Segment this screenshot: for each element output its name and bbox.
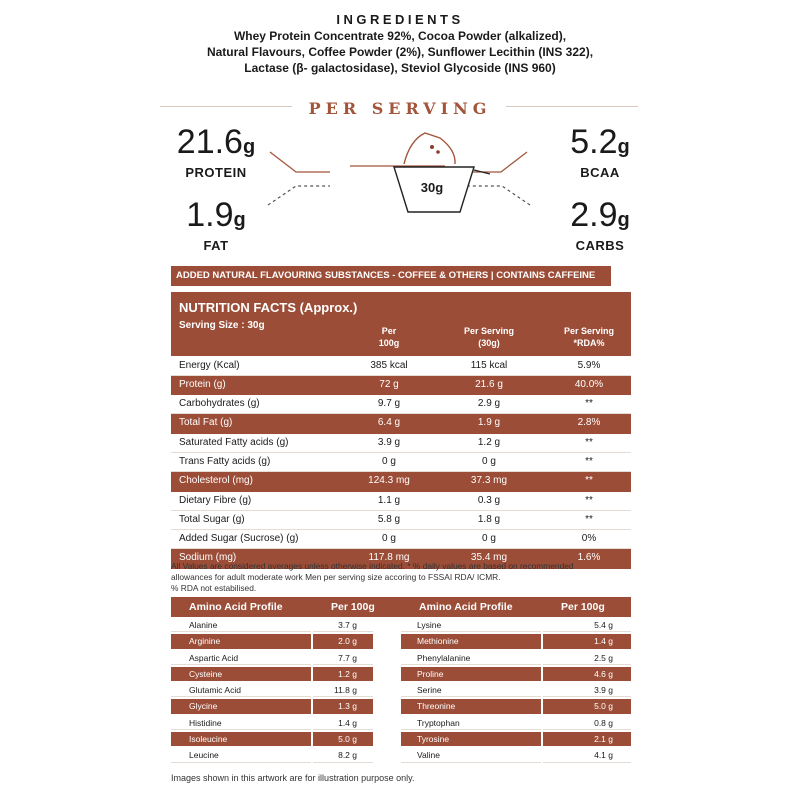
- table-row: [171, 617, 631, 633]
- table-cell: 5.4 g: [543, 618, 631, 632]
- nutrition-facts-table: [171, 292, 631, 569]
- table-cell: Arginine: [171, 634, 311, 648]
- table-row: [171, 715, 631, 731]
- nutrition-footnote: [171, 561, 631, 594]
- table-row: [171, 747, 631, 763]
- ingredients-line-3: Lactase (β- galactosidase), Steviol Glycoside (INS 960): [244, 61, 556, 75]
- table-cell: 0 g: [382, 455, 396, 467]
- macro-carbs: [550, 197, 650, 253]
- table-cell: 5.0 g: [313, 732, 373, 746]
- per-serving-title: PER SERVING: [308, 99, 492, 118]
- table-cell: Glycine: [171, 699, 311, 713]
- col-per-100g: [349, 325, 429, 349]
- table-cell: 5.8 g: [377, 513, 401, 525]
- table-cell: Total Fat (g): [179, 417, 233, 429]
- protein-label: PROTEIN: [185, 165, 247, 180]
- table-cell: Tyrosine: [401, 732, 541, 746]
- table-row: [171, 453, 631, 472]
- table-cell: 1.6%: [577, 552, 601, 564]
- table-cell: 3.7 g: [313, 618, 373, 632]
- protein-unit: g: [242, 136, 256, 158]
- table-cell: 1.1 g: [377, 494, 401, 506]
- table-cell: Methionine: [401, 634, 541, 648]
- table-cell: Tryptophan: [401, 716, 541, 730]
- table-cell: 0.8 g: [543, 716, 631, 730]
- nutrition-title: NUTRITION FACTS (Approx.): [179, 300, 358, 315]
- illustration-disclaimer: Images shown in this artwork are for illustration purpose only.: [171, 773, 415, 783]
- table-cell: 8.2 g: [313, 748, 373, 762]
- amino-header: [171, 597, 631, 617]
- powder-mound: [404, 133, 455, 164]
- table-cell: Dietary Fibre (g): [179, 494, 252, 506]
- table-cell: 1.3 g: [313, 699, 373, 713]
- table-cell: **: [585, 398, 593, 410]
- table-cell: 4.1 g: [543, 748, 631, 762]
- table-cell: 1.4 g: [313, 716, 373, 730]
- carbs-label: CARBS: [575, 238, 625, 253]
- connector-carbs: [467, 186, 530, 205]
- table-cell: 72 g: [379, 378, 399, 390]
- col-rda-line1: Per Serving: [563, 326, 615, 336]
- table-cell: 21.6 g: [475, 378, 503, 390]
- table-cell: 3.9 g: [543, 683, 631, 697]
- table-cell: Isoleucine: [171, 732, 311, 746]
- table-cell: Trans Fatty acids (g): [179, 455, 271, 467]
- table-cell: 0%: [581, 533, 597, 545]
- col-per-100g-line1: Per: [381, 326, 397, 336]
- table-cell: Added Sugar (Sucrose) (g): [179, 533, 299, 545]
- nutrition-header: [171, 292, 631, 356]
- col-rda: [549, 325, 629, 349]
- table-cell: 5.9%: [577, 359, 601, 371]
- table-cell: Histidine: [171, 716, 311, 730]
- table-cell: 1.8 g: [477, 513, 501, 525]
- table-cell: Cysteine: [171, 667, 311, 681]
- table-row: [171, 698, 631, 714]
- table-cell: 11.8 g: [313, 683, 373, 697]
- table-cell: **: [585, 513, 593, 525]
- table-cell: 6.4 g: [377, 417, 401, 429]
- table-row: [171, 357, 631, 376]
- macro-bcaa: [550, 124, 650, 180]
- table-cell: 3.9 g: [377, 436, 401, 448]
- table-cell: 0.3 g: [477, 494, 501, 506]
- col-per-100g-line2: 100g: [378, 338, 400, 348]
- table-cell: Leucine: [171, 748, 311, 762]
- flavour-banner: ADDED NATURAL FLAVOURING SUBSTANCES - COFFEE & OTHERS | CONTAINS CAFFEINE: [171, 266, 611, 286]
- bcaa-label: BCAA: [580, 165, 620, 180]
- bcaa-value: 5.2: [570, 123, 618, 161]
- connector-bcaa: [467, 152, 527, 172]
- table-cell: 2.8%: [577, 417, 601, 429]
- table-cell: Carbohydrates (g): [179, 398, 260, 410]
- table-cell: **: [585, 436, 593, 448]
- carbs-value: 2.9: [570, 196, 618, 234]
- table-cell: 9.7 g: [377, 398, 401, 410]
- table-cell: 2.1 g: [543, 732, 631, 746]
- table-cell: Protein (g): [179, 378, 226, 390]
- table-cell: Lysine: [401, 618, 541, 632]
- table-row: [171, 395, 631, 414]
- table-cell: 1.2 g: [313, 667, 373, 681]
- table-cell: 2.0 g: [313, 634, 373, 648]
- table-cell: **: [585, 475, 593, 487]
- table-cell: 2.5 g: [543, 651, 631, 665]
- table-row: [171, 472, 631, 491]
- serving-size: Serving Size : 30g: [179, 320, 265, 331]
- amino-acid-table: [171, 597, 631, 764]
- table-cell: Phenylalanine: [401, 651, 541, 665]
- table-row: [171, 376, 631, 395]
- macro-protein: [166, 124, 266, 180]
- table-row: [171, 414, 631, 433]
- table-cell: 2.9 g: [477, 398, 501, 410]
- fat-unit: g: [233, 209, 246, 231]
- table-cell: Total Sugar (g): [179, 513, 245, 525]
- col-per-serving: [449, 325, 529, 349]
- table-cell: Aspartic Acid: [171, 651, 311, 665]
- table-row: [171, 731, 631, 747]
- table-cell: Cholesterol (mg): [179, 475, 253, 487]
- connector-protein: [270, 152, 330, 172]
- amino-head-left: Amino Acid Profile: [189, 601, 283, 613]
- amino-head-left-val: Per 100g: [331, 601, 375, 613]
- amino-head-right: Amino Acid Profile: [419, 601, 513, 613]
- table-cell: 117.8 mg: [368, 552, 410, 564]
- table-cell: 0 g: [482, 533, 496, 545]
- connector-fat: [268, 186, 330, 205]
- table-cell: 115 kcal: [470, 359, 508, 371]
- col-rda-line2: *RDA%: [573, 338, 605, 348]
- table-cell: Energy (Kcal): [179, 359, 240, 371]
- table-cell: Sodium (mg): [179, 552, 237, 564]
- table-cell: Valine: [401, 748, 541, 762]
- table-cell: Glutamic Acid: [171, 683, 311, 697]
- fat-value: 1.9: [186, 196, 234, 234]
- footnote-line-1: All Values are considered averages unless otherwise indicated. * % daily values are based on recommended: [171, 561, 574, 571]
- table-cell: 0 g: [382, 533, 396, 545]
- table-cell: 124.3 mg: [368, 475, 410, 487]
- table-cell: 5.0 g: [543, 699, 631, 713]
- col-per-serving-line2: (30g): [478, 338, 500, 348]
- table-cell: Proline: [401, 667, 541, 681]
- table-row: [171, 511, 631, 530]
- table-cell: Threonine: [401, 699, 541, 713]
- carbs-unit: g: [617, 209, 630, 231]
- col-per-serving-line1: Per Serving: [463, 326, 515, 336]
- table-cell: 40.0%: [574, 378, 604, 390]
- table-cell: 4.6 g: [543, 667, 631, 681]
- table-row: [171, 682, 631, 698]
- table-cell: 37.3 mg: [470, 475, 508, 487]
- table-row: [171, 666, 631, 682]
- table-row: [171, 650, 631, 666]
- table-row: [171, 530, 631, 549]
- table-cell: 0 g: [482, 455, 496, 467]
- scoop-amount: 30g: [420, 180, 444, 195]
- table-row: [171, 492, 631, 511]
- ingredients-line-1: Whey Protein Concentrate 92%, Cocoa Powder (alkalized),: [233, 29, 567, 43]
- table-cell: 35.4 mg: [470, 552, 508, 564]
- table-row: [171, 633, 631, 649]
- bcaa-unit: g: [617, 136, 630, 158]
- table-cell: 385 kcal: [370, 359, 408, 371]
- fat-label: FAT: [203, 238, 229, 253]
- ingredients-line-2: Natural Flavours, Coffee Powder (2%), Sunflower Lecithin (INS 322),: [206, 45, 594, 59]
- table-cell: **: [585, 455, 593, 467]
- footnote-line-3: % RDA not estabilised.: [171, 583, 257, 593]
- footnote-line-2: allowances for adult moderate work Men per serving size accoring to FSSAI RDA/ ICMR.: [171, 572, 501, 582]
- table-cell: 1.9 g: [477, 417, 501, 429]
- table-cell: 1.4 g: [543, 634, 631, 648]
- table-cell: 7.7 g: [313, 651, 373, 665]
- table-cell: 1.2 g: [477, 436, 501, 448]
- macro-fat: [166, 197, 266, 253]
- amino-head-right-val: Per 100g: [561, 601, 605, 613]
- table-cell: Alanine: [171, 618, 311, 632]
- table-cell: Saturated Fatty acids (g): [179, 436, 289, 448]
- ingredients-title: INGREDIENTS: [336, 12, 464, 27]
- table-cell: **: [585, 494, 593, 506]
- table-row: [171, 434, 631, 453]
- protein-value: 21.6: [176, 123, 243, 161]
- table-cell: Serine: [401, 683, 541, 697]
